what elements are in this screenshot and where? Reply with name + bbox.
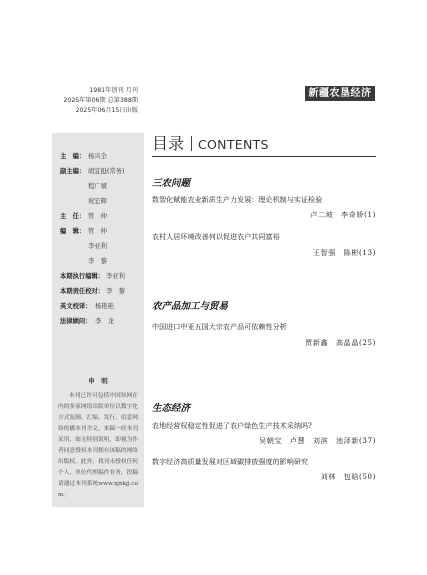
staff-row xyxy=(52,224,144,239)
article-authors: 王智强 陈彬(13) xyxy=(312,248,376,257)
staff-list xyxy=(52,133,144,329)
staff-role: 英文校译： xyxy=(60,303,92,310)
publication-date: 2025年06月15日出版 xyxy=(75,107,138,114)
staff-name: 杨兴全 xyxy=(88,153,107,160)
founding-frequency: 1981年创刊 月刊 xyxy=(89,87,138,94)
staff-name: 祝宏辉 xyxy=(88,198,107,205)
staff-name: 杨艳艳 xyxy=(95,303,114,310)
article-authors: 刘林 包晗(50) xyxy=(320,472,376,481)
staff-role: 编 辑： xyxy=(60,228,86,235)
article-authors: 贾新鑫 高晶晶(25) xyxy=(305,338,376,347)
article-title[interactable]: 农地经营权稳定性促进了农户绿色生产技术采纳吗? xyxy=(152,421,312,430)
staff-name: 程广斌 xyxy=(88,183,107,190)
staff-row xyxy=(52,314,144,329)
staff-row xyxy=(52,149,144,164)
staff-role: 主 编： xyxy=(60,153,86,160)
staff-row xyxy=(52,299,144,314)
staff-role: 副主编： xyxy=(60,168,86,175)
staff-row xyxy=(52,254,144,269)
staff-row xyxy=(52,164,144,179)
staff-role: 本期责任校对： xyxy=(60,288,105,295)
staff-name: 李 黎 xyxy=(106,288,125,295)
section-title: 农产品加工与贸易 xyxy=(152,301,229,312)
article-title[interactable]: 中国进口中亚五国大宗农产品可依赖性分析 xyxy=(152,322,287,331)
staff-name: 管 仲 xyxy=(88,228,107,235)
toc-heading xyxy=(152,131,269,154)
staff-name: 李亚利 xyxy=(106,273,125,280)
staff-role: 本期执行编辑： xyxy=(60,273,105,280)
staff-row xyxy=(52,269,144,284)
toc-heading-zh: 目录 xyxy=(152,134,185,153)
staff-name: 李亚利 xyxy=(88,243,107,250)
notice-body: 本刊已许可包括中国知网在内的多家网络出版单位以数字化方式复制、汇编、发行、信息网络传播本刊全文。来稿一经本刊采用，如无特别说明，即视为作者同意授权本刊拥有该稿的网络出版权。此外，我刊未授权任何个人、单位代理稿件业务，投稿请通过本刊系统www.xjnkjj.com。 xyxy=(58,393,138,498)
issue-number: 2025年第06期 总第388期 xyxy=(63,97,138,104)
staff-role: 法律顾问： xyxy=(60,318,92,325)
article-title[interactable]: 农村人居环境改善何以促进农户共同富裕 xyxy=(152,232,280,241)
section-title: 生态经济 xyxy=(152,403,191,414)
journal-logo: 新疆农垦经济 xyxy=(305,86,375,101)
staff-name: 李 黎 xyxy=(88,258,107,265)
article-authors: 卢二坡 李奇娇(1) xyxy=(310,210,376,219)
editorial-panel xyxy=(52,133,144,507)
staff-name: 管 仲 xyxy=(88,213,107,220)
staff-row xyxy=(52,239,144,254)
staff-role: 主 任： xyxy=(60,213,86,220)
notice-title: 申 明 xyxy=(88,377,108,385)
heading-divider xyxy=(191,136,192,151)
toc-heading-en: CONTENTS xyxy=(198,137,269,152)
staff-row xyxy=(52,284,144,299)
staff-name: 胡宜挺(常务) xyxy=(88,168,125,175)
article-title[interactable]: 数智化赋能农业新质生产力发展：理论机制与实证检验 xyxy=(152,195,323,204)
staff-row xyxy=(52,179,144,194)
article-title[interactable]: 数字经济高质量发展对区域碳排放强度的影响研究 xyxy=(152,457,309,466)
article-authors: 吴朝宝 卢慧 刘滨 池泽新(37) xyxy=(259,436,376,445)
section-title: 三农问题 xyxy=(152,178,191,189)
staff-row xyxy=(52,209,144,224)
staff-name: 李 龙 xyxy=(95,318,114,325)
staff-row xyxy=(52,194,144,209)
publication-info xyxy=(28,86,138,116)
heading-rule xyxy=(152,156,376,157)
